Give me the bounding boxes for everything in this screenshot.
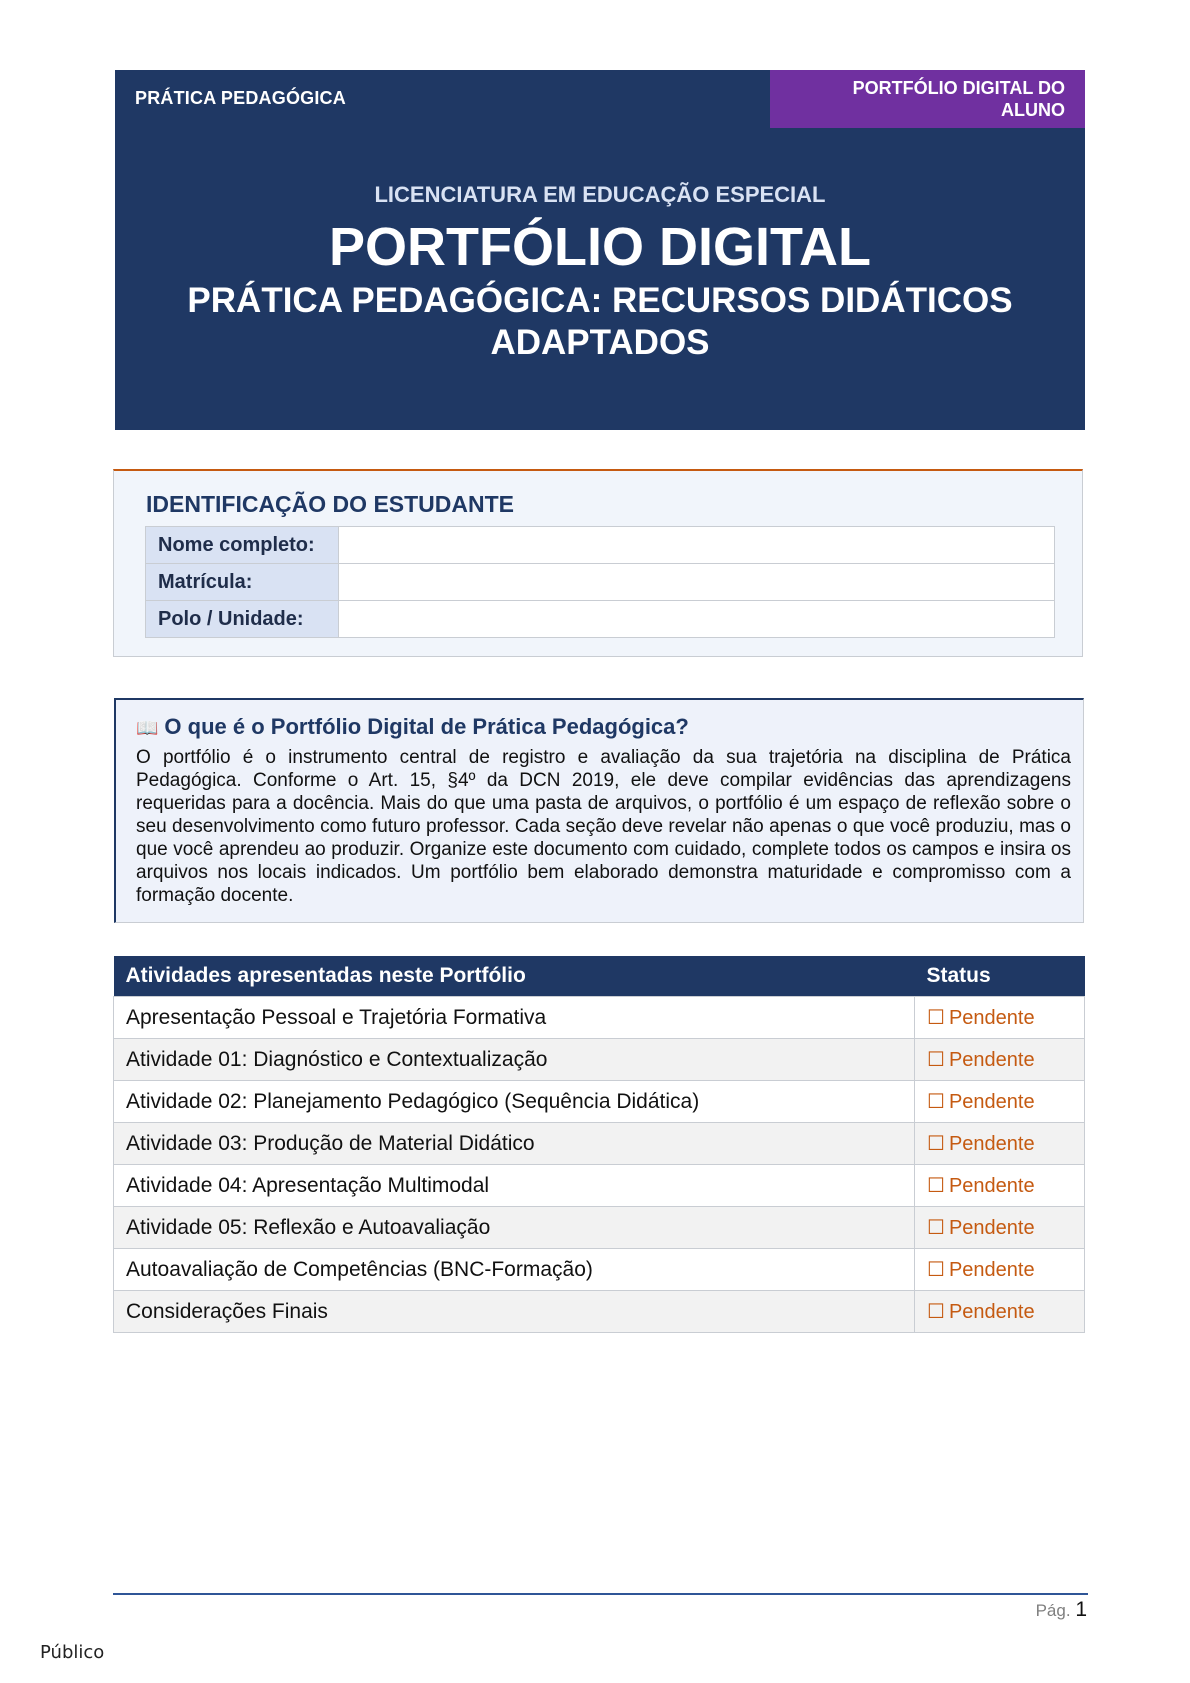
status-text: Pendente [948,1259,1035,1281]
course-name: LICENCIATURA EM EDUCAÇÃO ESPECIAL [374,182,826,207]
table-row [114,1039,1085,1081]
activities-table [113,956,1085,1333]
status-text: Pendente [948,1049,1035,1071]
checkbox-icon[interactable]: ☐ [927,1259,945,1281]
table-row [114,1165,1085,1207]
table-row [114,1081,1085,1123]
activity-name: Atividade 05: Reflexão e Autoavaliação [114,1207,915,1249]
status-cell[interactable] [915,1039,1085,1081]
status-cell[interactable] [915,1165,1085,1207]
table-row [114,1207,1085,1249]
page-label: Pág. [1035,1601,1071,1620]
enrollment-field[interactable] [339,564,1055,601]
subtitle-line1: PRÁTICA PEDAGÓGICA: RECURSOS DIDÁTICOS [187,281,1013,320]
checkbox-icon[interactable]: ☐ [927,1091,945,1113]
checkbox-icon[interactable]: ☐ [927,1217,945,1239]
checkbox-icon[interactable]: ☐ [927,1049,945,1071]
identification-heading: IDENTIFICAÇÃO DO ESTUDANTE [146,491,514,517]
identification-row [146,527,1055,564]
status-cell[interactable] [915,1249,1085,1291]
page-number [1036,1598,1087,1622]
table-row [114,1123,1085,1165]
activity-name: Considerações Finais [114,1291,915,1333]
name-label: Nome completo: [146,527,339,564]
checkbox-icon[interactable]: ☐ [927,1133,945,1155]
portfolio-tag-line2: ALUNO [1001,100,1065,120]
checkbox-icon[interactable]: ☐ [927,1301,945,1323]
document-subtitle [155,280,1045,364]
identification-row [146,564,1055,601]
status-cell[interactable] [915,1291,1085,1333]
table-row [114,1291,1085,1333]
status-cell[interactable] [915,1207,1085,1249]
document-title: PORTFÓLIO DIGITAL [329,217,871,277]
student-identification-card [113,469,1083,657]
status-cell[interactable] [915,1081,1085,1123]
campus-label: Polo / Unidade: [146,601,339,638]
checkbox-icon[interactable]: ☐ [927,1007,945,1029]
status-text: Pendente [948,1007,1035,1029]
info-heading [136,714,689,740]
portfolio-info-box [114,698,1084,923]
discipline-label: PRÁTICA PEDAGÓGICA [135,88,346,108]
activities-header-row [114,956,1085,997]
activities-column-header: Atividades apresentadas neste Portfólio [114,956,915,997]
campus-field[interactable] [339,601,1055,638]
enrollment-label: Matrícula: [146,564,339,601]
status-text: Pendente [948,1133,1035,1155]
status-cell[interactable] [915,1123,1085,1165]
activity-name: Atividade 04: Apresentação Multimodal [114,1165,915,1207]
activity-name: Atividade 01: Diagnóstico e Contextualização [114,1039,915,1081]
header-banner [115,70,1085,430]
subtitle-line2: ADAPTADOS [490,323,710,362]
page-number-value: 1 [1075,1598,1087,1621]
status-cell[interactable] [915,997,1085,1039]
table-row [114,997,1085,1039]
info-paragraph: O portfólio é o instrumento central de registro e avaliação da sua trajetória na disciplina de Prática Pedagógica. Conforme o Art. 15, §4º da DCN 2019, ele deve compilar evidências das aprendizagens requeridas para a docência. Mais do que uma pasta de arquivos, o portfólio é um espaço de reflexão sobre o seu desenvolvimento como futuro professor. Cada seção deve revelar não apenas o que você produziu, mas o que você aprendeu ao produzir. Organize este documento com cuidado, complete todos os campos e insira os arquivos nos locais indicados. Um portfólio bem elaborado demonstra maturidade e compromisso com a formação docente. [136,747,1071,906]
table-row [114,1249,1085,1291]
identification-row [146,601,1055,638]
activity-name: Atividade 03: Produção de Material Didático [114,1123,915,1165]
book-icon: 📖 [136,718,159,738]
footer-divider [113,1593,1088,1595]
activity-name: Atividade 02: Planejamento Pedagógico (Sequência Didática) [114,1081,915,1123]
activity-name: Autoavaliação de Competências (BNC-Formação) [114,1249,915,1291]
status-text: Pendente [948,1175,1035,1197]
portfolio-tag [770,70,1085,128]
status-text: Pendente [948,1091,1035,1113]
name-field[interactable] [339,527,1055,564]
status-text: Pendente [948,1217,1035,1239]
checkbox-icon[interactable]: ☐ [927,1175,945,1197]
activity-name: Apresentação Pessoal e Trajetória Formativa [114,997,915,1039]
classification-label: Público [40,1642,105,1663]
status-column-header: Status [915,956,1085,997]
info-heading-text: O que é o Portfólio Digital de Prática Pedagógica? [164,714,689,739]
portfolio-tag-line1: PORTFÓLIO DIGITAL DO [852,78,1065,98]
status-text: Pendente [948,1301,1035,1323]
identification-table [145,526,1055,638]
